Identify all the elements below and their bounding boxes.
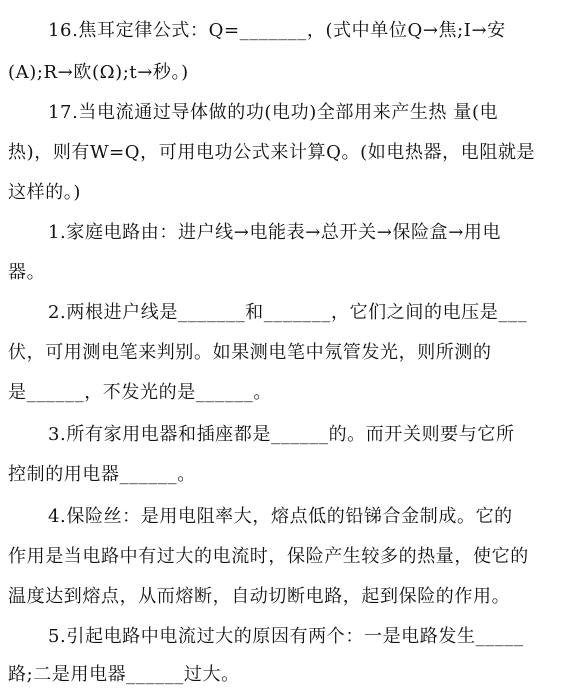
paragraph-17-line-3: 这样的。)	[8, 182, 82, 203]
household-item-2-line-3: 是______，不发光的是______。	[8, 382, 272, 403]
household-item-4-line-3: 温度达到熔点，从而熔断，自动切断电路，起到保险的作用。	[8, 586, 511, 607]
household-item-3-line-1: 3.所有家用电器和插座都是______的。而开关则要与它所	[48, 424, 515, 445]
household-item-4-line-2: 作用是当电路中有过大的电流时，保险产生较多的热量，使它的	[8, 546, 529, 567]
household-item-1-line-1: 1.家庭电路由：进户线→电能表→总开关→保险盒→用电	[48, 222, 502, 243]
household-item-1-line-2: 器。	[8, 262, 46, 283]
paragraph-16-line-1: 16.焦耳定律公式：Q=_______，(式中单位Q→焦;I→安	[48, 20, 506, 41]
paragraph-17-line-1: 17.当电流通过导体做的功(电功)全部用来产生热 量(电	[48, 102, 499, 123]
paragraph-17-line-2: 热)，则有W=Q，可用电功公式来计算Q。(如电热器，电阻就是	[8, 142, 536, 163]
household-item-5-line-1: 5.引起电路中电流过大的原因有两个：一是电路发生_____	[48, 626, 524, 647]
household-item-2-line-1: 2.两根进户线是_______和_______，它们之间的电压是___	[48, 302, 528, 323]
household-item-4-line-1: 4.保险丝：是用电阻率大，熔点低的铅锑合金制成。它的	[48, 506, 513, 527]
paragraph-16-line-2: (A);R→欧(Ω);t→秒。)	[8, 62, 189, 83]
household-item-3-line-2: 控制的用电器______。	[8, 464, 196, 485]
household-item-5-line-2: 路;二是用电器______过大。	[8, 664, 240, 685]
household-item-2-line-2: 伏，可用测电笔来判别。如果测电笔中氖管发光，则所测的	[8, 342, 492, 363]
